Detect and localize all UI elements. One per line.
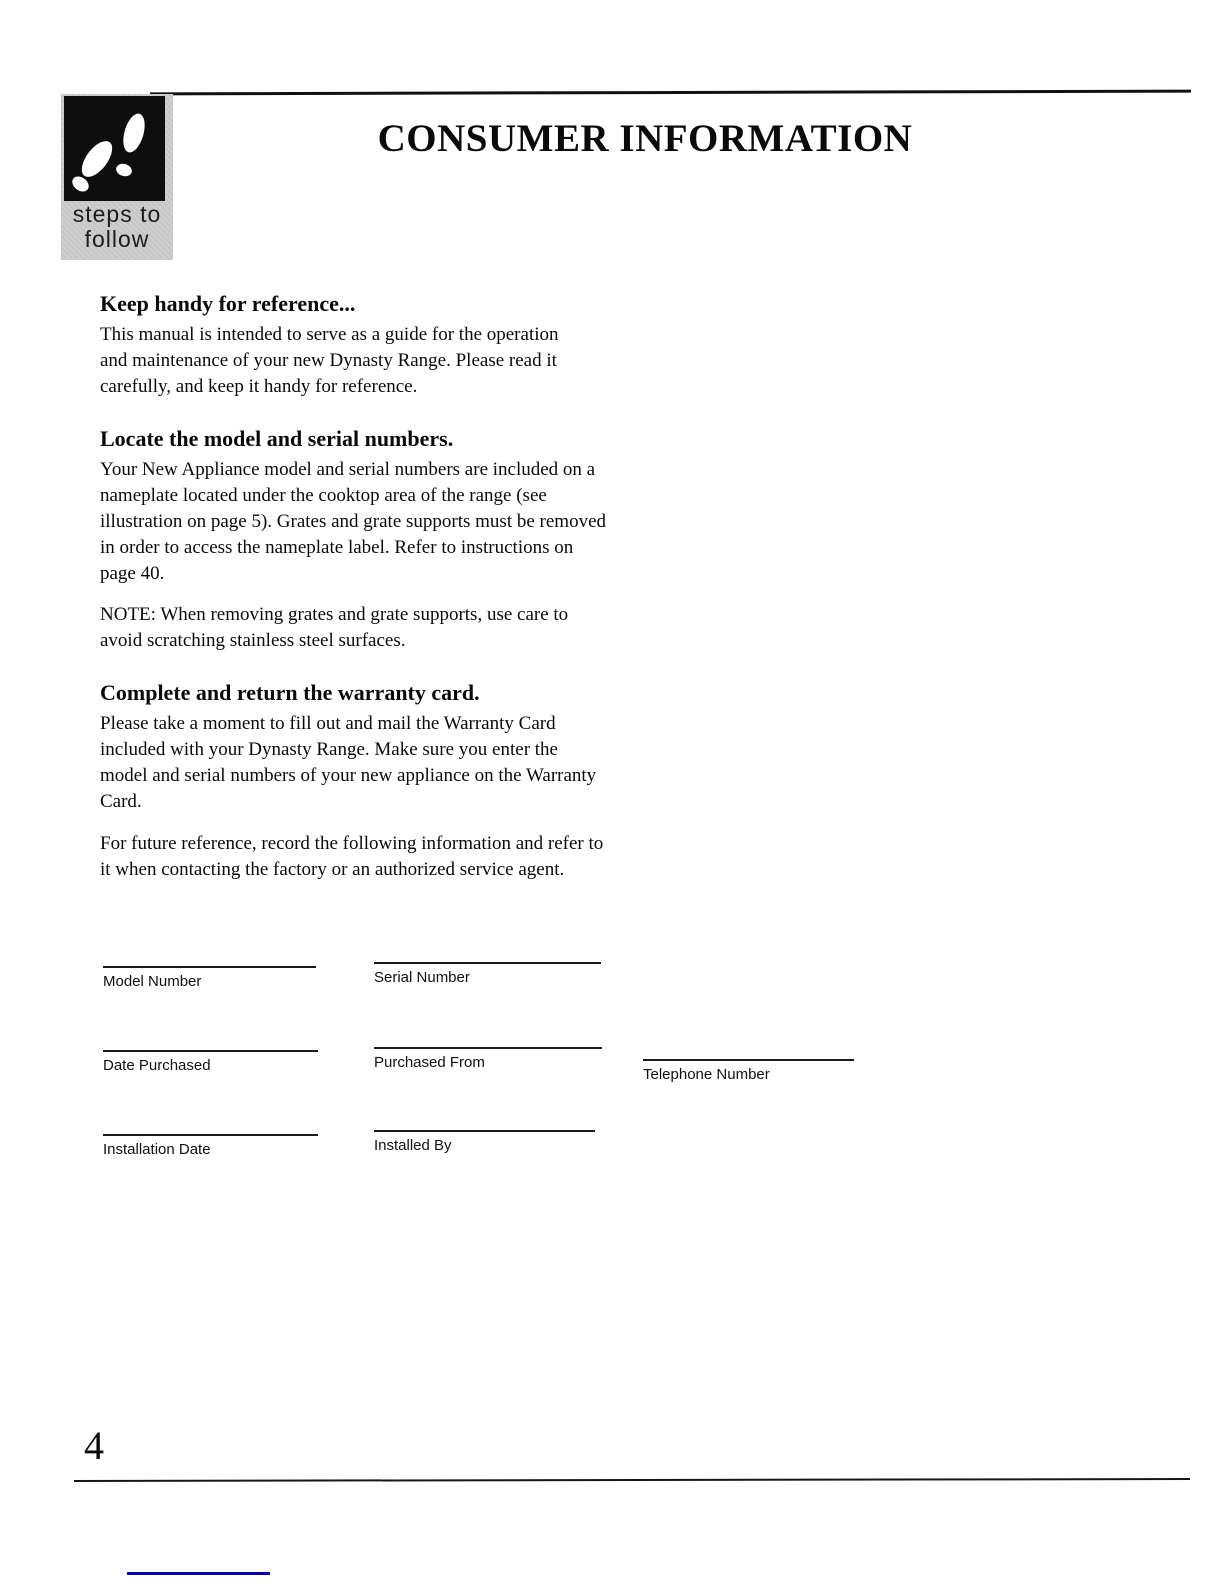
field-telephone-number (643, 1059, 854, 1083)
field-purchased-from (374, 1047, 602, 1071)
steps-to-follow-badge (61, 94, 173, 260)
field-model-number (103, 966, 316, 990)
note-paragraph: NOTE: When removing grates and grate supports, use care to avoid scratching stainless steel surfaces. (100, 604, 569, 651)
paragraph: For future reference, record the following information and refer to it when contacting the factory or an authorized service agent. (100, 833, 604, 880)
blue-underline-mark (127, 1572, 270, 1575)
field-label: Date Purchased (103, 1057, 211, 1074)
field-label: Serial Number (374, 969, 470, 986)
page-number: 4 (84, 1423, 104, 1468)
paragraph: Your New Appliance model and serial numbers are included on a nameplate located under the cooktop area of the range (see illustration on page 5). Grates and grate supports must be removed in order to access the nameplate label. Refer to instructions on page 40. (100, 459, 607, 584)
field-label: Model Number (103, 973, 202, 990)
section-heading-locate-numbers: Locate the model and serial numbers. (100, 426, 454, 451)
field-label: Telephone Number (643, 1066, 770, 1083)
badge-caption-line2: follow (84, 226, 150, 252)
badge-caption (61, 202, 173, 252)
field-label: Purchased From (374, 1054, 485, 1071)
paragraph: Please take a moment to fill out and mail the Warranty Card included with your Dynasty Range. Make sure you enter the model and serial numbers of your new appliance on the Warranty Card. (100, 713, 597, 812)
badge-caption-line1: steps to (72, 201, 162, 227)
field-label: Installation Date (103, 1141, 211, 1158)
field-installed-by (374, 1130, 595, 1154)
content-column (100, 290, 610, 883)
top-divider (150, 90, 1191, 96)
paragraph: This manual is intended to serve as a guide for the operation and maintenance of your new Dynasty Range. Please read it carefully, and keep it handy for reference. (100, 324, 559, 397)
field-installation-date (103, 1134, 318, 1158)
field-label: Installed By (374, 1137, 452, 1154)
field-date-purchased (103, 1050, 318, 1074)
footer-divider (74, 1478, 1190, 1482)
page-title: CONSUMER INFORMATION (377, 117, 913, 160)
footprints-icon (64, 96, 165, 201)
section-heading-keep-handy: Keep handy for reference... (100, 291, 356, 316)
field-serial-number (374, 962, 601, 986)
section-heading-warranty-card: Complete and return the warranty card. (100, 680, 480, 705)
